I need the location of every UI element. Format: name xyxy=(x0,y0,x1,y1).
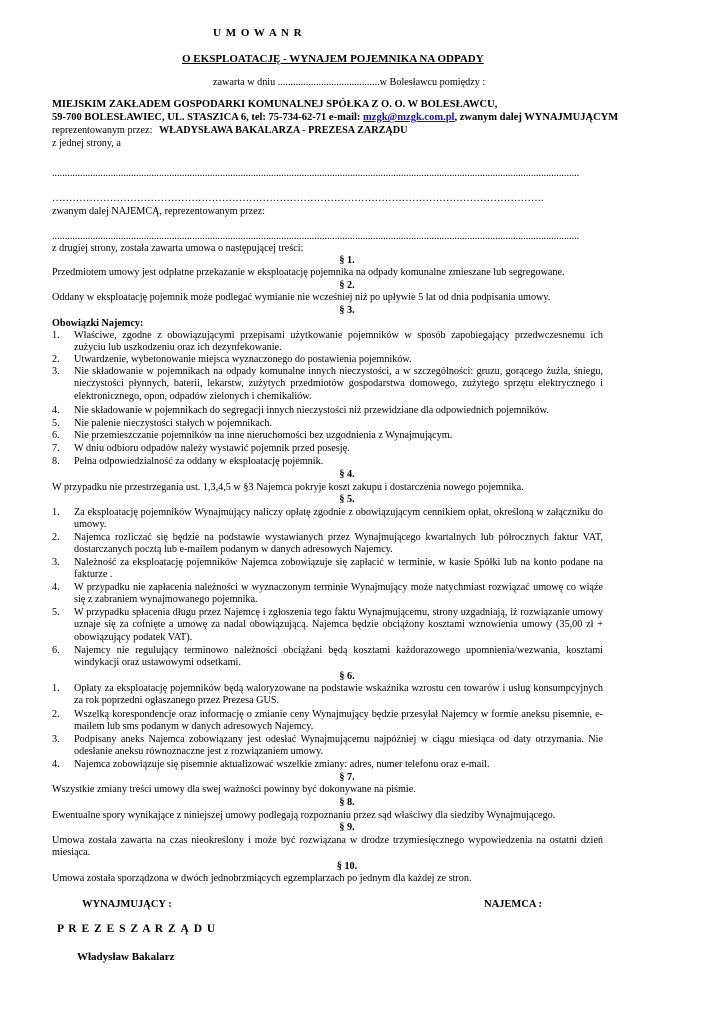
tenant-dots-1: ............................................................................................................................................................................................................... xyxy=(52,168,580,179)
s3-item-2: 2. Utwardzenie, wybetonowanie miejsca wyznaczonego do postawienia pojemników. xyxy=(52,354,412,365)
section-9-heading: § 9. xyxy=(339,822,355,833)
concluded-line: zawarta w dniu ........................................w Bolesławcu pomiędzy : xyxy=(213,77,486,88)
s6-item-3: 3. Podpisany aneks Najemca zobowiązany jest odesłać Wynajmującemu najpóźniej w ciągu miesiąca od daty otrzymania. Nie odesłanie aneksu równoznaczne jest z rozwiązaniem umowy. xyxy=(52,734,603,758)
s3-item-5: 5. Nie palenie nieczystości stałych w pojemnikach. xyxy=(52,418,273,429)
section-4-text: W przypadku nie przestrzegania ust. 1,3,4,5 w §3 Najemca pokryje koszt zakupu i dostarczenia nowego pojemnika. xyxy=(52,482,524,493)
s5-item-1: 1. Za eksploatację pojemników Wynajmujący naliczy opłatę zgodnie z obowiązującym cennikiem opłat, określoną w załączniku do umowy. xyxy=(52,507,603,531)
s6-item-1: 1. Opłaty za eksploatację pojemników będą waloryzowane na podstawie wskaźnika wzrostu cen towarów i usług konsumpcyjnych za rok poprzedni ogłaszanego przez Prezesa GUS. xyxy=(52,683,603,707)
s6-item-2: 2. Wszelką korespondencje oraz informację o zmianie ceny Wynajmujący będzie przesyłał Najemcy w formie aneksu pisemnie, e-mailem lub sms podanym w danych adresowych Najemcy. xyxy=(52,709,603,733)
section-6-heading: § 6. xyxy=(339,671,355,682)
s3-item-8: 8. Pełna odpowiedzialność za oddany w eksploatację pojemnik. xyxy=(52,456,324,467)
party1-role: , zwanym dalej WYNAJMUJĄCYM xyxy=(454,112,619,123)
contract-subtitle: O EKSPLOATACJĘ - WYNAJEM POJEMNIKA NA ODPADY xyxy=(182,53,484,65)
tenant-dots-3: ............................................................................................................................................................................................................... xyxy=(52,231,580,242)
party1-line3 xyxy=(52,125,407,137)
tenant-dots-2: ………………………………………………………………………………………………………………………………. xyxy=(52,193,544,204)
intro-line: z drugiej strony, została zawarta umowa o następującej treści: xyxy=(52,243,304,254)
section-10-heading: § 10. xyxy=(336,861,358,872)
s3-item-6: 6. Nie przemieszczanie pojemników na inne nieruchomości bez uzgodnienia z Wynajmującym. xyxy=(52,430,453,441)
section-2-text: Oddany w eksploatację pojemnik może podlegać wymianie nie wcześniej niż po upływie 5 lat od dnia podpisania umowy. xyxy=(52,292,551,303)
section-3-heading: § 3. xyxy=(339,305,355,316)
section-8-heading: § 8. xyxy=(339,797,355,808)
section-7-text: Wszystkie zmiany treści umowy dla swej ważności powinny być dokonywane na piśmie. xyxy=(52,784,416,795)
party1-address: 59-700 BOLESŁAWIEC, UL. STASZICA 6, tel: 75-734-62-71 e-mail: xyxy=(52,112,361,123)
s3-item-3: 3. Nie składowanie w pojemnikach na odpady komunalne innych nieczystości, a w szczególności: gruzu, gorącego żużla, śniegu, nieczystości płynnych, baterii, lekarstw, zużytych przedmiotów gospodarstwa domowego, zużytego sprzętu elektrycznego i elektronicznego, opon, odpadów zielonych i chemikaliów. xyxy=(52,366,603,402)
section-8-text: Ewentualne spory wynikające z niniejszej umowy podlegają rozpoznaniu przez sąd właściwy dla siedziby Wynajmującego. xyxy=(52,810,556,821)
s5-item-4: 4. W przypadku nie zapłacenia należności w wyznaczonym terminie Wynajmujący może natychmiast rozwiązać umowę co wiąże się z zabraniem wynajmowanego pojemnika. xyxy=(52,582,603,606)
s3-item-7: 7. W dniu odbioru odpadów należy wystawić pojemnik przed posesję. xyxy=(52,443,350,454)
representative-name: WŁADYSŁAWA BAKALARZA - PREZESA ZARZĄDU xyxy=(158,125,408,136)
party1-line2 xyxy=(52,112,618,124)
s5-item-3: 3. Należność za eksploatację pojemników Najemca zobowiązuje się zapłacić w terminie, w kasie Spółki lub na konto podane na fakturze . xyxy=(52,557,603,581)
contract-title: U M O W A N R xyxy=(213,27,303,39)
party1-line4: z jednej strony, a xyxy=(52,138,121,149)
s6-item-4: 4. Najemca zobowiązuje się pisemnie aktualizować wszelkie zmiany: adres, numer telefonu oraz e-mail. xyxy=(52,759,490,770)
section-10-text: Umowa została sporządzona w dwóch jednobrzmiących egzemplarzach po jednym dla każdej ze stron. xyxy=(52,873,472,884)
section-3-title: Obowiązki Najemcy: xyxy=(52,318,144,329)
section-1-heading: § 1. xyxy=(339,255,355,266)
s5-item-5: 5. W przypadku spłacenia długu przez Najemcę i zgłoszenia tego faktu Wynajmującemu, strony uzgadniają, iż rozwiązanie umowy uznaje się za cofnięte a umowę za nadal obowiązującą. Najemca będzie obciążony kosztami wznowienia umowy (35,00 zł + obowiązujący podatek VAT). xyxy=(52,607,603,643)
section-7-heading: § 7. xyxy=(339,772,355,783)
s3-item-4: 4. Nie składowanie w pojemnikach do segregacji innych nieczystości niż przewidziane dla odpowiednich pojemników. xyxy=(52,405,549,416)
s3-item-1: 1. Właściwe, zgodne z obowiązującymi przepisami użytkowanie pojemników w sposób zapobiegający przedwczesnemu ich zużyciu lub uszkodzeniu oraz ich dezynfekowanie. xyxy=(52,330,603,354)
represented-label: reprezentowanym przez: xyxy=(52,125,153,136)
section-5-heading: § 5. xyxy=(339,494,355,505)
landlord-signature-label: WYNAJMUJĄCY : xyxy=(82,899,172,910)
board-title: P R E Z E S Z A R Z Ą D U xyxy=(57,923,217,935)
party1-line1: MIEJSKIM ZAKŁADEM GOSPODARKI KOMUNALNEJ SPÓŁKA Z O. O. W BOLESŁAWCU, xyxy=(52,99,498,110)
section-4-heading: § 4. xyxy=(339,469,355,480)
s5-item-2: 2. Najemca rozliczać się będzie na podstawie wystawianych przez Wynajmującego kwartalnych lub półrocznych faktur VAT, dostarczanych pocztą lub e-mailem podanym w danych adresowych Najemcy. xyxy=(52,532,603,556)
email-link[interactable]: mzgk@mzgk.com.pl xyxy=(363,112,455,123)
s5-item-6: 6. Najemcy nie regulujący terminowo należności obciążani będą kosztami każdorazowego upomnienia/wezwania, kosztami windykacji oraz ustawowymi odsetkami. xyxy=(52,645,603,669)
signatory-name: Władysław Bakalarz xyxy=(77,951,175,963)
section-1-text: Przedmiotem umowy jest odpłatne przekazanie w eksploatację pojemnika na odpady komunalne zmieszane lub segregowane. xyxy=(52,267,565,278)
tenant-signature-label: NAJEMCA : xyxy=(484,899,543,910)
tenant-named-line: zwanym dalej NAJEMCĄ, reprezentowanym przez: xyxy=(52,206,266,217)
section-2-heading: § 2. xyxy=(339,280,355,291)
section-9-text: Umowa została zawarta na czas nieokreślony i może być rozwiązana w drodze trzymiesięcznego wypowiedzenia na ostatni dzień miesiąca. xyxy=(52,835,603,859)
